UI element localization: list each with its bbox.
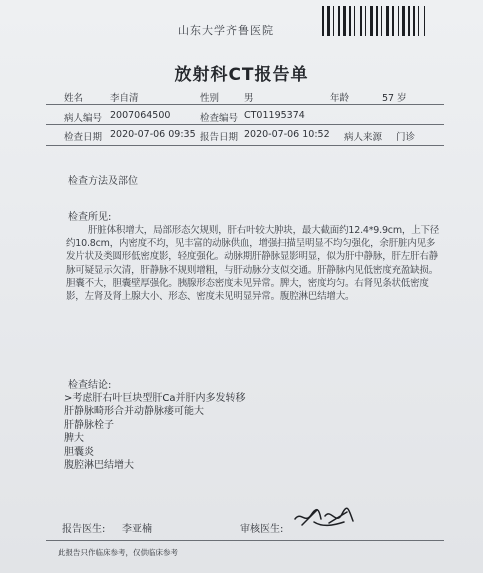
footnote: 此报告只作临床参考，仅供临床参考 [58, 548, 178, 557]
exam-id-label: 检查编号 [200, 113, 239, 124]
sex-label: 性别 [200, 93, 220, 104]
exam-id: CT01195374 [244, 110, 305, 121]
patient-id-label: 病人编号 [64, 113, 103, 124]
header-divider-3 [46, 145, 444, 146]
exam-date-label: 检查日期 [64, 132, 103, 143]
doctor-label: 报告医生: [62, 524, 106, 535]
patient-source: 门诊 [396, 132, 416, 143]
name-label: 姓名 [64, 93, 84, 104]
conclusion-item: 肝静脉栓子 [64, 419, 114, 431]
footer-divider [46, 540, 444, 541]
patient-name: 李自清 [110, 93, 139, 104]
barcode [322, 6, 448, 36]
doctor-name: 李亚楠 [122, 524, 152, 535]
conclusion-item: 腹腔淋巴结增大 [64, 460, 134, 472]
reviewer-signature [292, 504, 356, 530]
patient-id: 2007064500 [110, 110, 171, 121]
report-title: 放射科CT报告单 [174, 65, 309, 85]
report-date: 2020-07-06 10:52 [244, 129, 330, 140]
conclusion-item: >考虑肝右叶巨块型肝Ca并肝内多发转移 [64, 393, 246, 404]
conclusion-item: 胆囊炎 [64, 446, 94, 458]
conclusion-item: 肝静脉畸形合并动静脉瘘可能大 [64, 406, 204, 418]
findings-text: 肝脏体积增大，局部形态欠规则，肝右叶较大肿块，最大截面约12.4*9.9cm，上下径约10.8cm，内密度不均，见丰富的动脉供血，增强扫描呈明显不均匀强化，余肝脏内见多发片状及类圆形低密度影，轻度强化。动脉期肝静脉显影明显，似为肝中静脉，肝左肝右静脉可疑显示欠清，肝静脉不规则增粗，与肝动脉分支似交通。肝静脉内见低密度充盈缺损。胆囊不大，胆囊壁厚强化。胰腺形态密度未见异常。脾大，密度均匀。右肾见条状低密度影，左肾及肾上腺大小、形态、密度未见明显异常。腹腔淋巴结增大。 [66, 225, 440, 303]
conclusion-list [64, 392, 424, 472]
source-label: 病人来源 [344, 132, 383, 143]
hospital-name: 山东大学齐鲁医院 [178, 24, 274, 37]
age-label: 年龄 [330, 93, 350, 104]
reviewer-label: 审核医生: [240, 524, 284, 535]
method-label: 检查方法及部位 [68, 176, 138, 187]
patient-sex: 男 [244, 93, 254, 104]
report-date-label: 报告日期 [200, 132, 239, 143]
findings-label: 检查所见: [68, 212, 112, 223]
header-divider-1 [46, 104, 444, 105]
patient-age: 57 岁 [382, 93, 407, 104]
exam-date: 2020-07-06 09:35 [110, 129, 196, 140]
conclusion-item: 脾大 [64, 433, 84, 445]
conclusion-label: 检查结论: [68, 380, 112, 391]
header-divider-2 [46, 124, 444, 125]
